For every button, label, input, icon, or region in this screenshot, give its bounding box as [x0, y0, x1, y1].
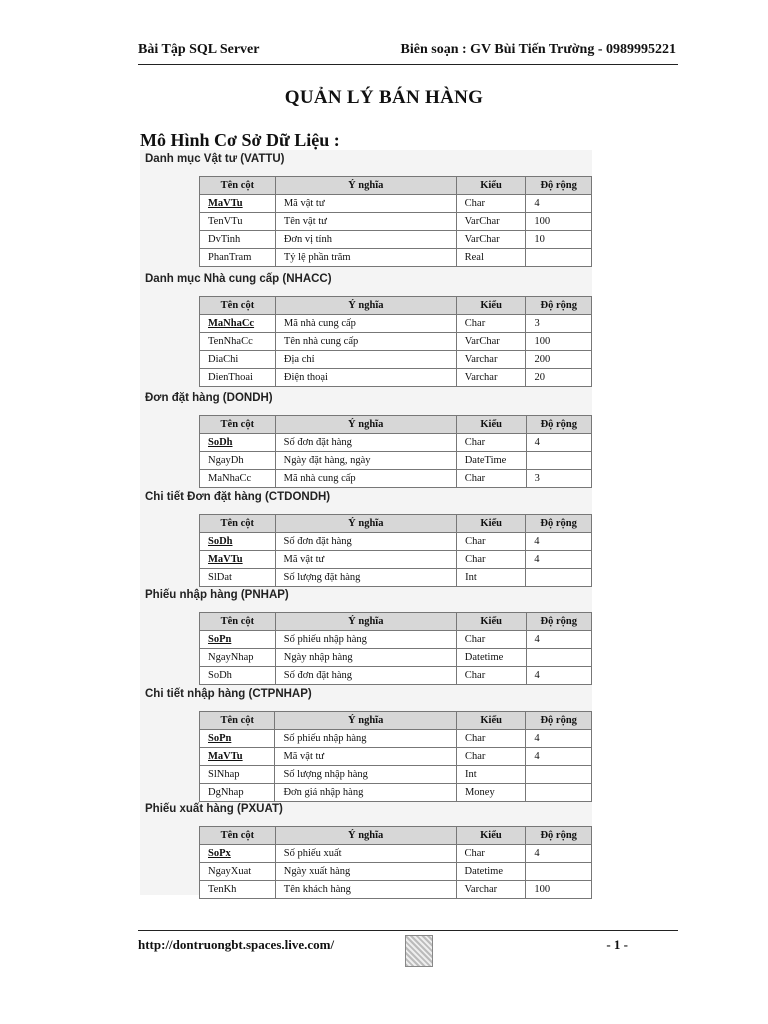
column-header: Độ rộng	[526, 613, 591, 631]
table-row	[200, 452, 592, 470]
width-cell: 10	[526, 231, 592, 249]
type-cell: Char	[456, 730, 525, 748]
type-cell: Varchar	[456, 351, 526, 369]
header-left: Bài Tập SQL Server	[138, 42, 260, 57]
column-header: Độ rộng	[526, 177, 592, 195]
schema-table	[199, 711, 592, 802]
column-header: Ý nghĩa	[275, 177, 456, 195]
width-cell	[526, 649, 591, 667]
type-cell: Char	[456, 631, 526, 649]
type-cell: Char	[457, 551, 526, 569]
schema-table	[199, 612, 592, 685]
column-header: Ý nghĩa	[275, 712, 457, 730]
column-header: Kiểu	[457, 515, 526, 533]
schema-table	[199, 415, 592, 488]
meaning-cell: Ngày xuất hàng	[275, 863, 456, 881]
width-cell: 4	[526, 195, 592, 213]
column-name-cell: TenNhaCc	[200, 333, 276, 351]
width-cell	[526, 452, 591, 470]
schema-table	[199, 826, 592, 899]
meaning-cell: Đơn giá nhập hàng	[275, 784, 457, 802]
section-title: Danh mục Nhà cung cấp (NHACC)	[145, 273, 332, 285]
column-header: Độ rộng	[526, 827, 592, 845]
width-cell: 4	[526, 845, 592, 863]
schema-table	[199, 296, 592, 387]
page-number: - 1 -	[606, 937, 628, 952]
author-logo	[405, 935, 433, 967]
column-header: Kiểu	[456, 613, 526, 631]
table-header-row	[200, 613, 592, 631]
table-row	[200, 333, 592, 351]
schema-table	[199, 514, 592, 587]
width-cell	[526, 249, 592, 267]
meaning-cell: Mã nhà cung cấp	[275, 470, 456, 488]
width-cell: 3	[526, 470, 591, 488]
column-header: Kiểu	[456, 297, 526, 315]
column-name-cell: NgayDh	[200, 452, 276, 470]
column-header: Độ rộng	[526, 515, 592, 533]
meaning-cell: Đơn vị tính	[275, 231, 456, 249]
type-cell: Money	[456, 784, 525, 802]
column-header: Độ rộng	[526, 712, 592, 730]
width-cell: 4	[526, 748, 592, 766]
column-name-cell: SoDh	[200, 434, 276, 452]
table-row	[200, 649, 592, 667]
table-row	[200, 667, 592, 685]
section-title: Phiếu nhập hàng (PNHAP)	[145, 589, 289, 601]
type-cell: Int	[456, 766, 525, 784]
column-name-cell: SoPn	[200, 631, 276, 649]
width-cell: 4	[526, 533, 592, 551]
width-cell	[526, 569, 592, 587]
table-row	[200, 863, 592, 881]
type-cell: Char	[456, 748, 525, 766]
table-row	[200, 533, 592, 551]
column-header: Ý nghĩa	[275, 827, 456, 845]
page-title: QUẢN LÝ BÁN HÀNG	[284, 87, 484, 108]
type-cell: Char	[456, 470, 526, 488]
width-cell: 4	[526, 667, 591, 685]
page-subtitle: Mô Hình Cơ Sở Dữ Liệu :	[140, 130, 340, 150]
column-header: Độ rộng	[526, 416, 591, 434]
width-cell: 3	[526, 315, 592, 333]
table-row	[200, 881, 592, 899]
type-cell: Datetime	[456, 649, 526, 667]
meaning-cell: Mã nhà cung cấp	[275, 315, 456, 333]
page-header	[138, 40, 678, 65]
table-row	[200, 315, 592, 333]
column-header: Kiểu	[456, 712, 525, 730]
type-cell: VarChar	[456, 213, 526, 231]
column-name-cell: NgayXuat	[200, 863, 276, 881]
column-header: Tên cột	[200, 613, 276, 631]
table-header-row	[200, 297, 592, 315]
meaning-cell: Tên vật tư	[275, 213, 456, 231]
type-cell: DateTime	[456, 452, 526, 470]
type-cell: Char	[456, 434, 526, 452]
meaning-cell: Số phiếu nhập hàng	[275, 631, 456, 649]
meaning-cell: Điện thoại	[275, 369, 456, 387]
column-name-cell: SoDh	[200, 533, 276, 551]
table-row	[200, 231, 592, 249]
column-header: Tên cột	[200, 297, 276, 315]
header-right: Biên soạn : GV Bùi Tiến Trường - 0989995221	[400, 42, 676, 57]
type-cell: VarChar	[456, 333, 526, 351]
column-header: Ý nghĩa	[275, 515, 457, 533]
table-row	[200, 569, 592, 587]
width-cell	[526, 863, 592, 881]
section-title: Chi tiết Đơn đặt hàng (CTDONDH)	[145, 491, 331, 503]
table-row	[200, 766, 592, 784]
meaning-cell: Số lượng nhập hàng	[275, 766, 457, 784]
meaning-cell: Số phiếu xuất	[275, 845, 456, 863]
column-header: Tên cột	[200, 177, 276, 195]
column-name-cell: SlNhap	[200, 766, 275, 784]
meaning-cell: Tên khách hàng	[275, 881, 456, 899]
table-row	[200, 434, 592, 452]
table-row	[200, 631, 592, 649]
column-name-cell: TenVTu	[200, 213, 276, 231]
column-name-cell: MaVTu	[200, 748, 275, 766]
meaning-cell: Ngày nhập hàng	[275, 649, 456, 667]
column-name-cell: DienThoai	[200, 369, 276, 387]
table-row	[200, 470, 592, 488]
type-cell: Char	[457, 533, 526, 551]
meaning-cell: Mã vật tư	[275, 551, 457, 569]
type-cell: Varchar	[456, 369, 526, 387]
table-row	[200, 249, 592, 267]
width-cell	[526, 766, 592, 784]
meaning-cell: Ngày đặt hàng, ngày	[275, 452, 456, 470]
column-name-cell: SoPn	[200, 730, 275, 748]
table-header-row	[200, 515, 592, 533]
column-name-cell: DgNhap	[200, 784, 275, 802]
meaning-cell: Số đơn đặt hàng	[275, 667, 456, 685]
schema-sections	[140, 150, 592, 895]
section-title: Phiếu xuất hàng (PXUAT)	[145, 803, 283, 815]
table-row	[200, 195, 592, 213]
width-cell: 200	[526, 351, 592, 369]
width-cell: 100	[526, 881, 592, 899]
column-header: Độ rộng	[526, 297, 592, 315]
page-footer	[138, 930, 678, 971]
type-cell: Int	[457, 569, 526, 587]
section-title: Chi tiết nhập hàng (CTPNHAP)	[145, 688, 312, 700]
width-cell: 20	[526, 369, 592, 387]
table-header-row	[200, 827, 592, 845]
meaning-cell: Tỷ lệ phần trăm	[275, 249, 456, 267]
column-header: Kiểu	[456, 177, 526, 195]
column-name-cell: MaVTu	[200, 551, 276, 569]
type-cell: Datetime	[456, 863, 526, 881]
table-row	[200, 748, 592, 766]
type-cell: Char	[456, 315, 526, 333]
type-cell: Char	[456, 195, 526, 213]
column-header: Kiểu	[456, 416, 526, 434]
width-cell: 4	[526, 434, 591, 452]
column-name-cell: MaNhaCc	[200, 470, 276, 488]
column-name-cell: MaNhaCc	[200, 315, 276, 333]
table-row	[200, 213, 592, 231]
table-row	[200, 369, 592, 387]
schema-table	[199, 176, 592, 267]
column-header: Ý nghĩa	[275, 297, 456, 315]
width-cell: 100	[526, 333, 592, 351]
column-header: Tên cột	[200, 416, 276, 434]
width-cell: 4	[526, 551, 592, 569]
column-header: Tên cột	[200, 712, 275, 730]
column-name-cell: NgayNhap	[200, 649, 276, 667]
column-name-cell: TenKh	[200, 881, 276, 899]
meaning-cell: Mã vật tư	[275, 748, 457, 766]
width-cell: 4	[526, 730, 592, 748]
table-row	[200, 784, 592, 802]
column-name-cell: SoDh	[200, 667, 276, 685]
table-row	[200, 351, 592, 369]
type-cell: VarChar	[456, 231, 526, 249]
column-name-cell: DiaChi	[200, 351, 276, 369]
column-header: Tên cột	[200, 827, 276, 845]
column-name-cell: PhanTram	[200, 249, 276, 267]
type-cell: Char	[456, 845, 526, 863]
table-header-row	[200, 177, 592, 195]
table-header-row	[200, 416, 592, 434]
width-cell: 100	[526, 213, 592, 231]
section-title: Đơn đặt hàng (DONDH)	[145, 392, 273, 404]
meaning-cell: Mã vật tư	[275, 195, 456, 213]
meaning-cell: Địa chỉ	[275, 351, 456, 369]
column-name-cell: MaVTu	[200, 195, 276, 213]
column-name-cell: SlDat	[200, 569, 276, 587]
column-header: Ý nghĩa	[275, 416, 456, 434]
column-header: Kiểu	[456, 827, 526, 845]
meaning-cell: Số đơn đặt hàng	[275, 434, 456, 452]
column-header: Ý nghĩa	[275, 613, 456, 631]
table-row	[200, 551, 592, 569]
meaning-cell: Số lượng đặt hàng	[275, 569, 457, 587]
type-cell: Real	[456, 249, 526, 267]
width-cell: 4	[526, 631, 591, 649]
section-title: Danh mục Vật tư (VATTU)	[145, 153, 285, 165]
meaning-cell: Số phiếu nhập hàng	[275, 730, 457, 748]
table-header-row	[200, 712, 592, 730]
footer-url: http://dontruongbt.spaces.live.com/	[138, 937, 335, 952]
column-header: Tên cột	[200, 515, 276, 533]
type-cell: Char	[456, 667, 526, 685]
width-cell	[526, 784, 592, 802]
meaning-cell: Số đơn đặt hàng	[275, 533, 457, 551]
column-name-cell: DvTinh	[200, 231, 276, 249]
meaning-cell: Tên nhà cung cấp	[275, 333, 456, 351]
table-row	[200, 845, 592, 863]
column-name-cell: SoPx	[200, 845, 276, 863]
type-cell: Varchar	[456, 881, 526, 899]
table-row	[200, 730, 592, 748]
